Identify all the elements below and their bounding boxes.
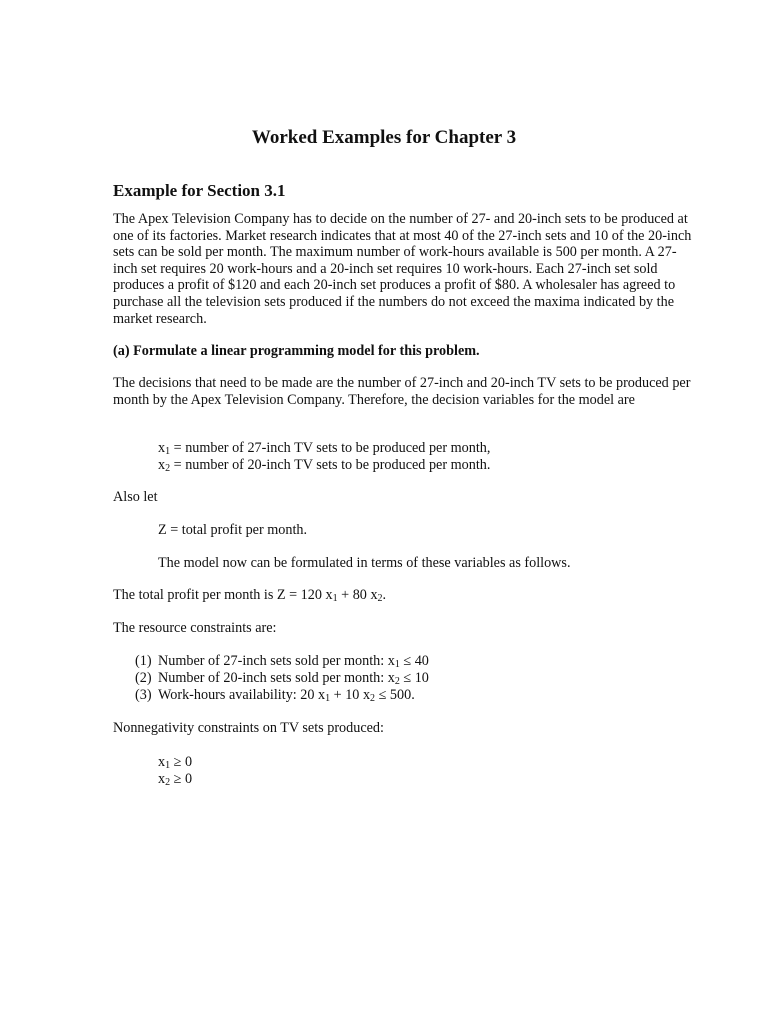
constraint-3-subscript-2: 2 [370,693,376,704]
objective-sub2: 2 [377,593,383,604]
nonneg-2-symbol: x [158,771,166,787]
model-now-text: The model now can be formulated in terms of these variables as follows. [158,555,571,571]
var2-symbol: x [158,457,166,473]
nonneg-1-symbol: x [158,754,166,770]
var2-definition: = number of 20-inch TV sets to be produced per month. [170,457,491,473]
part-a-heading: (a) Formulate a linear programming model for this problem. [113,343,480,359]
nonneg-1-subscript: 1 [165,760,171,771]
constraint-3-mid: + 10 x [330,687,371,703]
constraint-1 [135,653,429,670]
constraint-2-subscript: 2 [394,676,400,687]
constraint-3-number: (3) [135,687,152,703]
z-definition: Z = total profit per month. [158,522,308,538]
document-title: Worked Examples for Chapter 3 [251,127,517,148]
constraint-2 [135,670,429,687]
constraint-1-rest: ≤ 40 [399,653,429,669]
decision-variable-x2 [158,457,490,474]
resource-constraints-intro: The resource constraints are: [113,620,277,636]
constraint-2-rest: ≤ 10 [399,670,429,686]
objective-function [113,587,386,604]
var1-subscript: 1 [165,446,171,457]
var1-symbol: x [158,440,166,456]
var1-definition: = number of 27-inch TV sets to be produced per month, [170,440,491,456]
constraint-3-subscript-1: 1 [325,693,331,704]
constraint-3-rest: ≤ 500. [375,687,415,703]
objective-mid: + 80 x [337,587,378,603]
intro-paragraph: The Apex Television Company has to decide on the number of 27- and 20-inch sets to be produced at one of its factories. Market research indicates that at most 40 of the 27-inch sets and 10 of the 20-inch sets can be sold per month. The maximum number of work-hours available is 500 per month. A 27-inch set requires 20 work-hours and a 20-inch set requires 10 work-hours. Each 27-inch set sold produces a profit of $120 and each 20-inch set produces a profit of $80. A wholesaler has agreed to purchase all the television sets produced if the numbers do not exceed the maxima indicated by the market research. [113,211,692,327]
constraint-1-subscript: 1 [394,659,400,670]
decision-variable-x1 [158,440,490,457]
constraint-1-number: (1) [135,653,152,669]
nonneg-2-subscript: 2 [165,777,171,788]
nonneg-1-rest: ≥ 0 [170,754,193,770]
also-let-text: Also let [113,489,158,505]
nonnegativity-x2 [158,771,192,788]
constraint-2-text: Number of 20-inch sets sold per month: x [158,670,395,686]
constraint-3 [135,687,415,704]
constraint-2-number: (2) [135,670,152,686]
constraint-3-text: Work-hours availability: 20 x [158,687,326,703]
objective-sub1: 1 [332,593,338,604]
section-heading: Example for Section 3.1 [113,181,286,200]
decisions-paragraph: The decisions that need to be made are the number of 27-inch and 20-inch TV sets to be produced per month by the Apex Television Company. Therefore, the decision variables for the model are [113,375,691,408]
objective-suffix: . [382,587,387,603]
nonnegativity-x1 [158,754,192,771]
objective-prefix: The total profit per month is Z = 120 x [113,587,333,603]
constraint-1-text: Number of 27-inch sets sold per month: x [158,653,395,669]
nonnegativity-intro: Nonnegativity constraints on TV sets produced: [113,720,384,736]
var2-subscript: 2 [165,463,171,474]
nonneg-2-rest: ≥ 0 [170,771,193,787]
